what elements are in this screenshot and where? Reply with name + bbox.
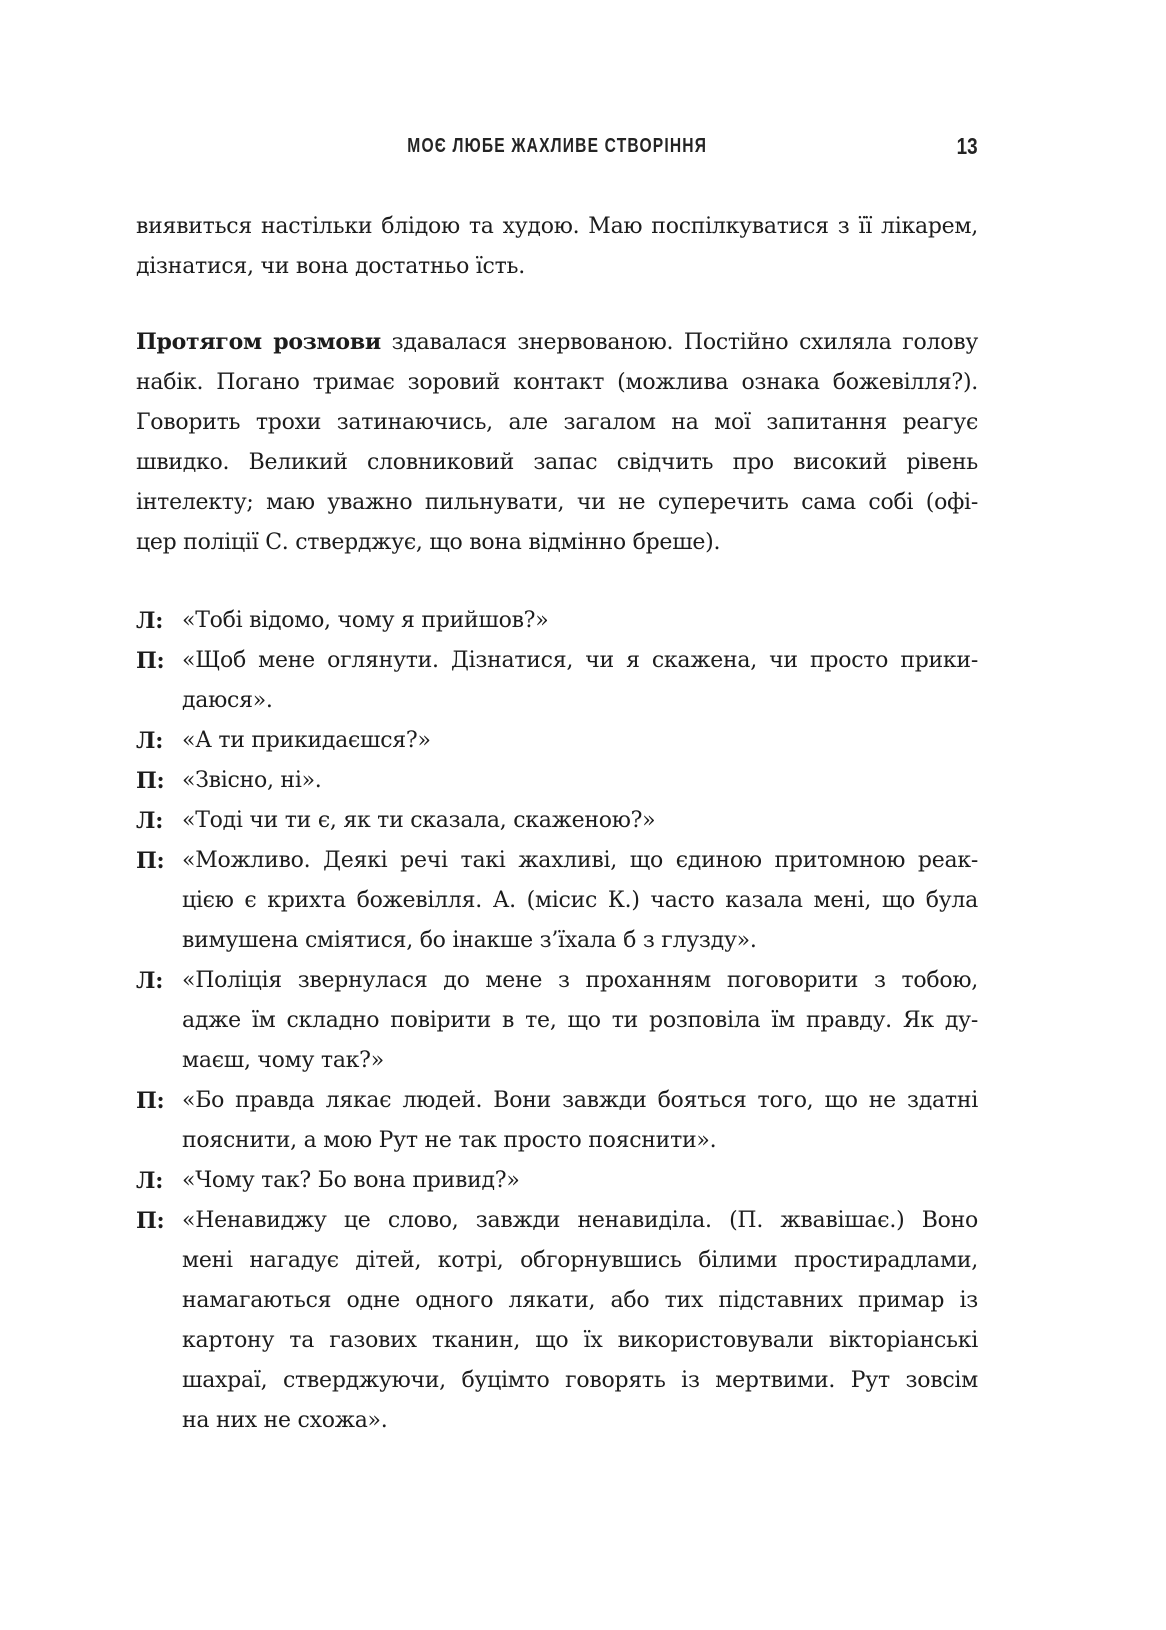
dialogue-line: «Ненавиджу це слово, завжди ненавиділа. (П. жвавішає.) Воно [182, 1208, 978, 1233]
dialogue-line: маєш, чому так?» [182, 1048, 384, 1073]
dialogue-line: «Поліція звернулася до мене з проханням поговорити з тобою, [182, 968, 978, 993]
speaker-label: Л: [136, 968, 164, 994]
text-column [136, 0, 978, 1441]
dialogue-line: шахраї, стверджуючи, буцімто говорять із мертвими. Рут зовсім [182, 1368, 978, 1393]
text-line [136, 322, 978, 363]
speaker-label: П: [136, 1208, 165, 1234]
paragraph [136, 207, 978, 287]
dialogue-entry [136, 601, 978, 641]
dialogue-line: пояснити, а мою Рут не так просто пояснити». [182, 1128, 717, 1153]
dialogue-line: мені нагадує дітей, котрі, обгорнувшись білими простирадлами, [182, 1248, 978, 1273]
speaker-label: П: [136, 1088, 165, 1114]
utterance [182, 1081, 978, 1161]
dialogue-entry [136, 641, 978, 721]
dialogue-line: «Тобі відомо, чому я прийшов?» [182, 608, 549, 633]
dialogue-line: картону та газових тканин, що їх використовували вікторіанські [182, 1328, 978, 1353]
speaker-label: Л: [136, 1168, 164, 1194]
page-header [136, 132, 978, 160]
text-line: інтелекту; маю уважно пильнувати, чи не суперечить сама собі (офі- [136, 490, 978, 515]
text-line: виявиться настільки блідою та худою. Маю поспілкуватися з її лікарем, [136, 214, 978, 239]
running-title-text: МОЄ ЛЮБЕ ЖАХЛИВЕ СТВОРІННЯ [407, 135, 707, 157]
dialogue-entry [136, 801, 978, 841]
utterance [182, 721, 978, 761]
speaker-label: Л: [136, 608, 164, 634]
dialogue-entry [136, 761, 978, 801]
dialogue-line: «Чому так? Бо вона привид?» [182, 1168, 520, 1193]
speaker-label: П: [136, 648, 165, 674]
dialogue-line: «Бо правда лякає людей. Вони завжди бояться того, що не здатні [182, 1088, 978, 1113]
dialogue-entry [136, 721, 978, 761]
text-line: набік. Погано тримає зоровий контакт (можлива ознака божевілля?). [136, 370, 978, 395]
dialogue-line: намагаються одне одного лякати, або тих підставних примар із [182, 1288, 978, 1313]
text-line: цер поліції С. стверджує, що вона відмінно бреше). [136, 530, 721, 555]
utterance [182, 801, 978, 841]
dialogue-entry [136, 1161, 978, 1201]
text-line: швидко. Великий словниковий запас свідчить про високий рівень [136, 450, 978, 475]
bold-lead-text: Протягом розмови [136, 329, 381, 355]
page-number [952, 132, 978, 160]
utterance [182, 1161, 978, 1201]
dialogue-line: «Звісно, ні». [182, 768, 322, 793]
dialogue-line: даюся». [182, 688, 273, 713]
lead-rest-text: здавалася знервованою. Постійно схиляла голову [380, 330, 979, 355]
page-number-text: 13 [957, 133, 978, 159]
utterance [182, 641, 978, 721]
dialogue-line: «А ти прикидаєшся?» [182, 728, 431, 753]
dialogue-entry [136, 1201, 978, 1441]
dialogue-entry [136, 961, 978, 1081]
dialogue-entry [136, 1081, 978, 1161]
utterance [182, 601, 978, 641]
dialogue-line: «Можливо. Деякі речі такі жахливі, що єдиною притомною реак- [182, 848, 978, 873]
dialogue-line: «Щоб мене оглянути. Дізнатися, чи я скажена, чи просто прики- [182, 648, 978, 673]
dialogue-line: «Тоді чи ти є, як ти сказала, скаженою?» [182, 808, 656, 833]
speaker-label: Л: [136, 728, 164, 754]
dialogue-section [136, 601, 978, 1441]
speaker-label: П: [136, 768, 165, 794]
text-line: дізнатися, чи вона достатньо їсть. [136, 254, 525, 279]
body-text [136, 207, 978, 1441]
running-title [136, 132, 978, 160]
utterance [182, 1201, 978, 1441]
utterance [182, 961, 978, 1081]
speaker-label: П: [136, 848, 165, 874]
text-line: Говорить трохи затинаючись, але загалом на мої запитання реагує [136, 410, 978, 435]
utterance [182, 841, 978, 961]
dialogue-line: цією є крихта божевілля. А. (місис К.) часто казала мені, що була [182, 888, 978, 913]
dialogue-line: адже їм складно повірити в те, що ти розповіла їм правду. Як ду- [182, 1008, 978, 1033]
paragraph [136, 322, 978, 563]
dialogue-line: на них не схожа». [182, 1408, 388, 1433]
speaker-label: Л: [136, 808, 164, 834]
dialogue-entry [136, 841, 978, 961]
dialogue-line: вимушена сміятися, бо інакше з’їхала б з глузду». [182, 928, 757, 953]
utterance [182, 761, 978, 801]
